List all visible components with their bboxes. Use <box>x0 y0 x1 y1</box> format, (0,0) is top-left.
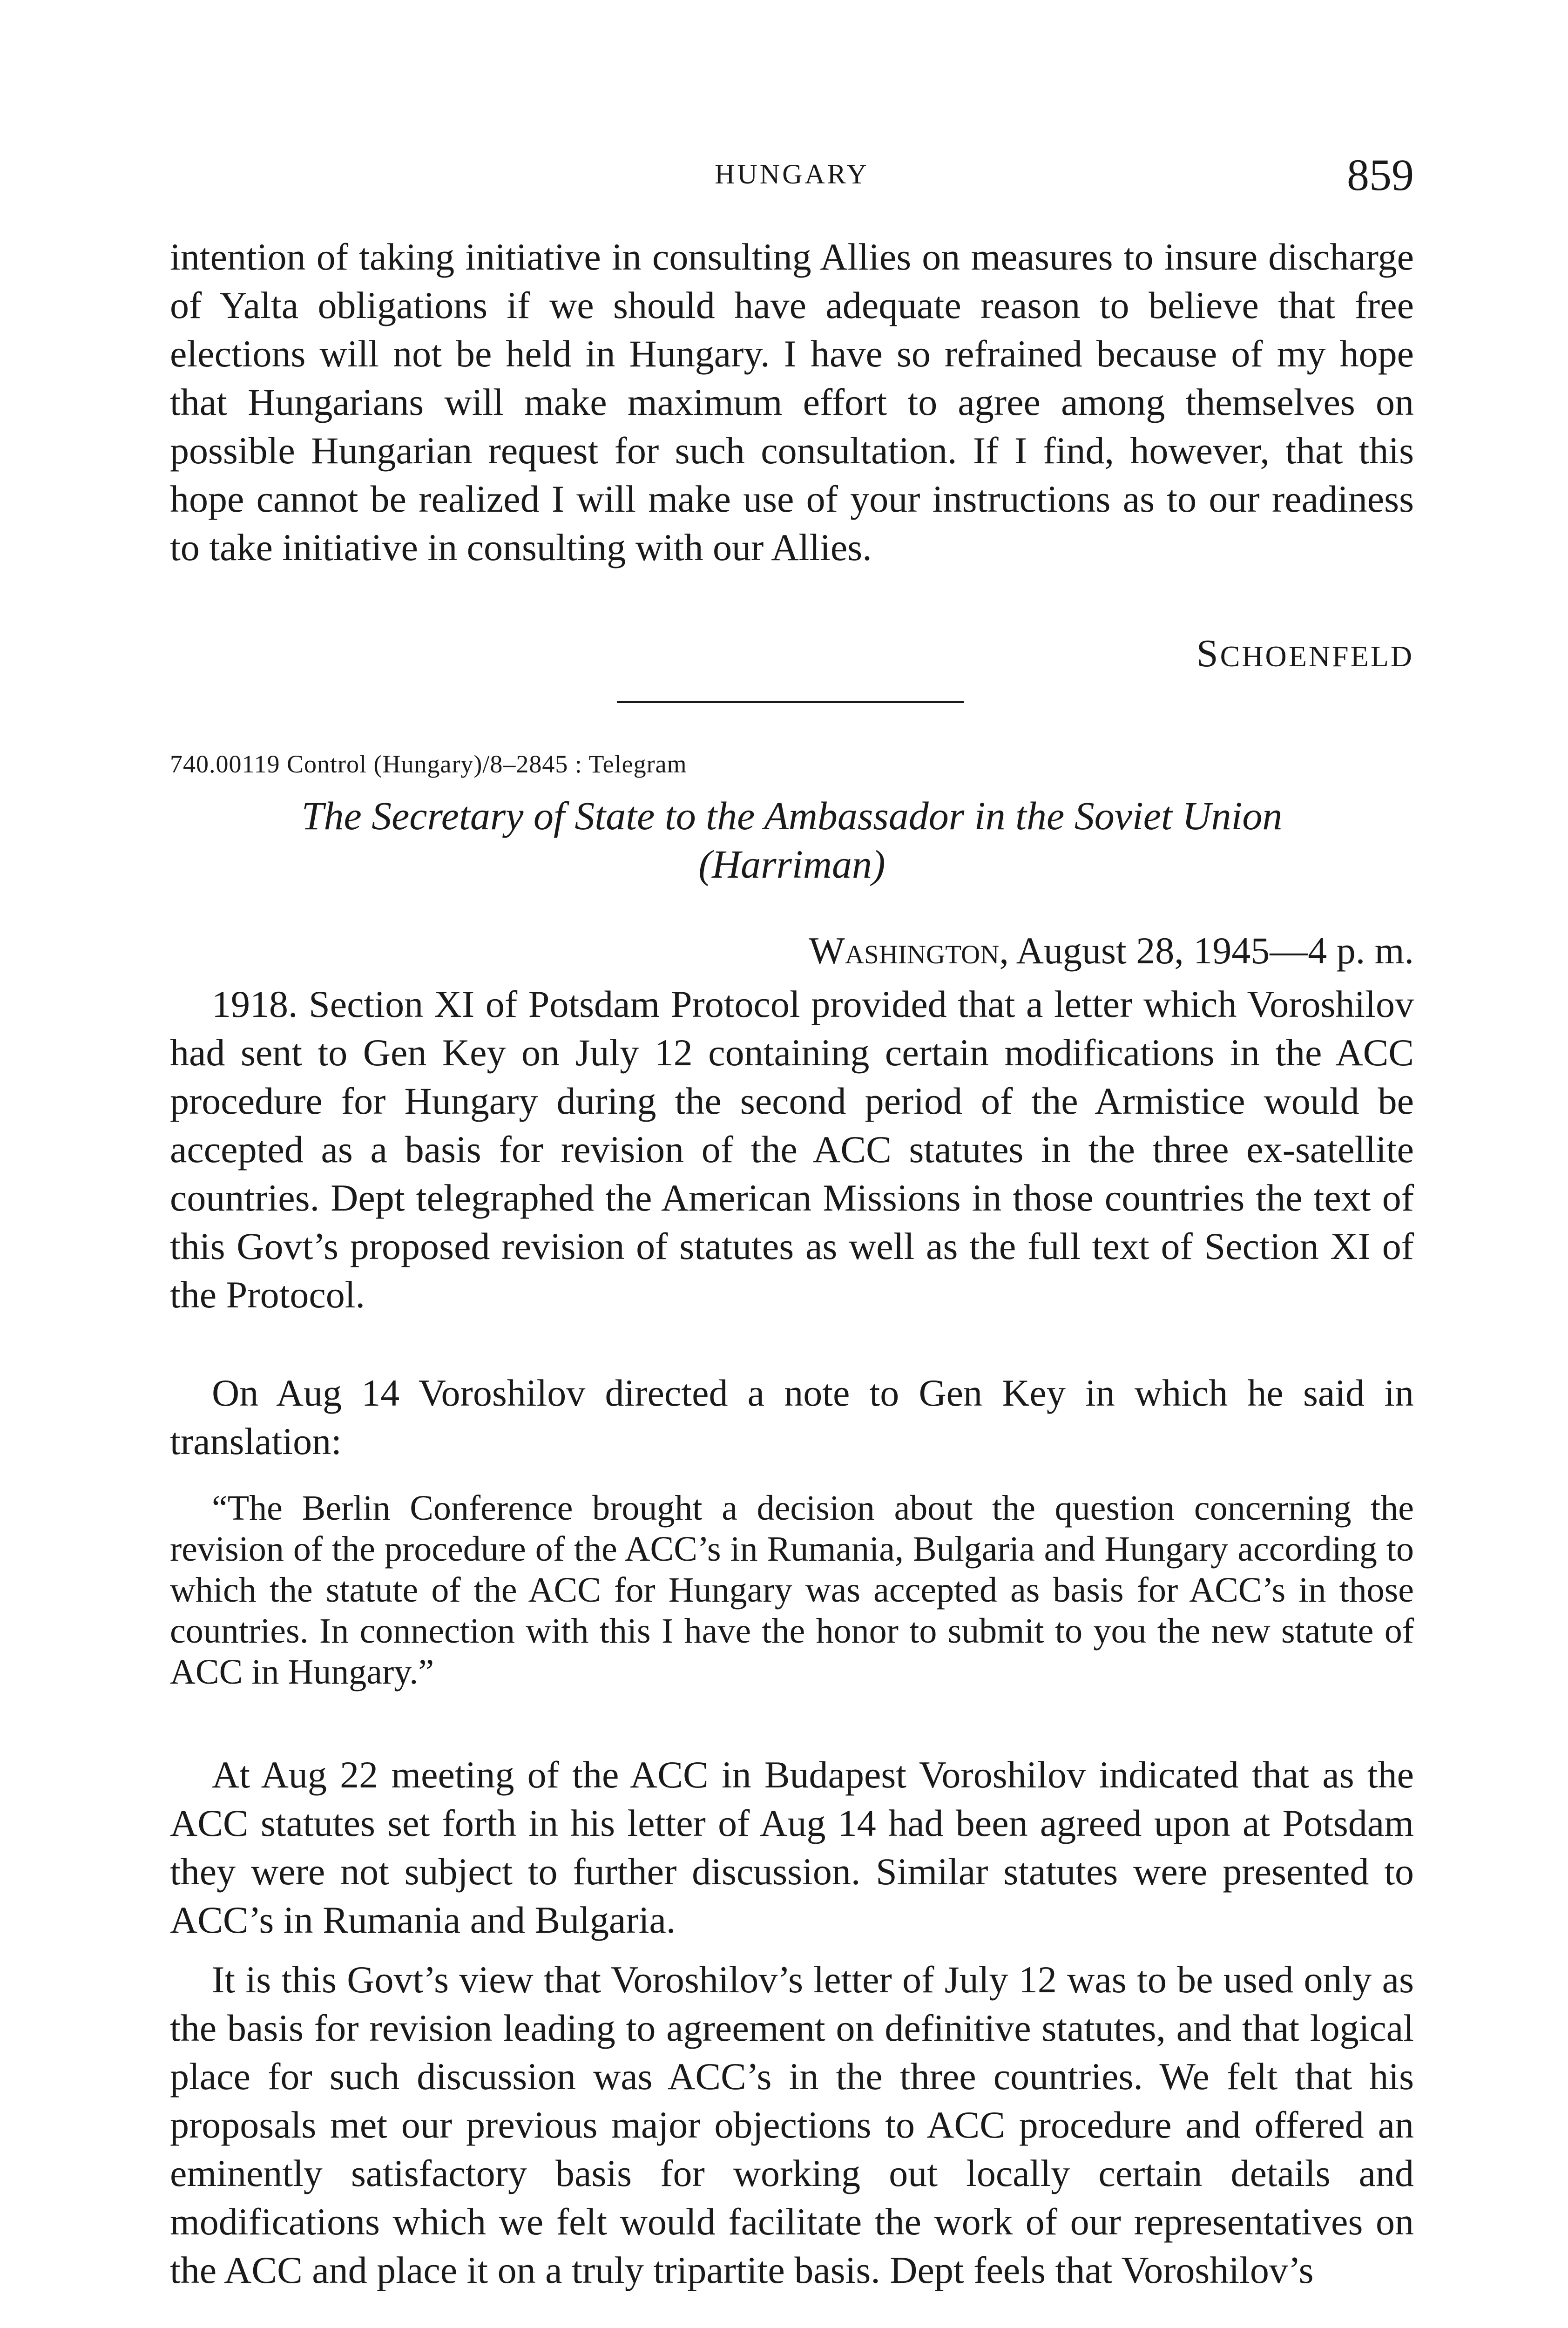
paragraph-aug-22: At Aug 22 meeting of the ACC in Budapest Voroshilov indicated that as the ACC statutes set forth in his letter of Aug 14 had been agreed upon at Potsdam they were not subject to further discussion. Similar statutes were presented to ACC’s in Rumania and Bulgaria. <box>170 1753 1414 1941</box>
dateline <box>809 929 1414 973</box>
file-reference: 740.00119 Control (Hungary)/8–2845 : Telegram <box>170 750 687 778</box>
dateline-place: Washington, <box>809 929 1009 972</box>
paragraph-govt-view: It is this Govt’s view that Voroshilov’s letter of July 12 was to be used only as the basis for revision leading to agreement on definitive statutes, and that logical place for such discussion was ACC’s in the three countries. We felt that his proposals met our previous major objections to ACC procedure and offered an eminently satisfactory basis for working out locally certain details and modifications which we felt would facilitate the work of our representatives on the ACC and place it on a truly tripartite basis. Dept feels that Voroshilov’s <box>170 1958 1414 2291</box>
page-number: 859 <box>1347 150 1414 200</box>
document-title-line-2: (Harriman) <box>698 842 885 887</box>
section-divider <box>617 701 964 703</box>
document-title <box>170 792 1414 888</box>
page-header <box>170 149 1414 205</box>
running-title: HUNGARY <box>715 159 869 189</box>
quoted-translation: “The Berlin Conference brought a decision about the question concerning the revision of the procedure of the ACC’s in Rumania, Bulgaria and Hungary according to which the statute of the ACC for Hungary was accepted as basis for ACC’s in those countries. In connection with this I have the honor to submit to you the new statute of ACC in Hungary.” <box>170 1489 1414 1692</box>
document-title-line-1: The Secretary of State to the Ambassador in the Soviet Union <box>301 793 1283 838</box>
paragraph-aug-14: On Aug 14 Voroshilov directed a note to Gen Key in which he said in translation: <box>170 1372 1414 1462</box>
paragraph-1918: 1918. Section XI of Potsdam Protocol provided that a letter which Voroshilov had sent to Gen Key on July 12 containing certain modifications in the ACC procedure for Hungary during the second period of the Armistice would be accepted as a basis for revision of the ACC statutes in the three ex-satellite countries. Dept telegraphed the American Missions in those countries the text of this Govt’s proposed revision of statutes as well as the full text of Section XI of the Protocol. <box>170 983 1414 1316</box>
signature <box>1196 631 1414 676</box>
continuation-paragraph: intention of taking initiative in consulting Allies on measures to insure discharge of Yalta obligations if we should have adequate reason to believe that free elections will not be held in Hungary. I have so refrained because of my hope that Hungarians will make maximum effort to agree among themselves on possible Hungarian request for such consultation. If I find, however, that this hope cannot be realized I will make use of your instructions as to our readiness to take initiative in consulting with our Allies. <box>170 236 1414 568</box>
dateline-date: August 28, 1945—4 p. m. <box>1008 929 1414 972</box>
signature-rest: CHOENFELD <box>1220 640 1414 673</box>
signature-initial: S <box>1196 632 1220 675</box>
